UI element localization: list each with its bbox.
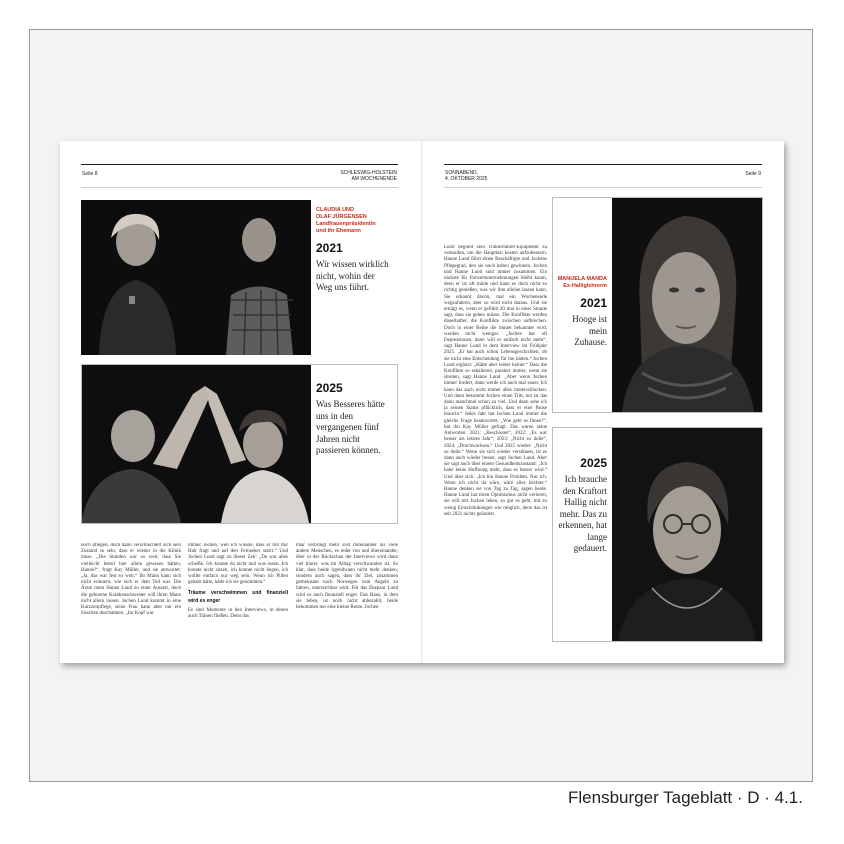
manuela-year-2025: 2025 [580, 456, 607, 470]
manuela-2021-image [612, 198, 762, 412]
right-date [445, 170, 487, 182]
manuela-2021-textbox [553, 198, 611, 412]
left-column-3: Paar verbringt mehr Zeit miteinander als viele andere Menschen, es redet von und übereinander, über in der Rückschau der Interviews wird dann viel klarer, was im Alltag verschwunden ist. So klar, dass beide irgendwann nicht mehr denken, sondern auch sagen, dass ihr Ziel, zusammen gemeinsam nach Norwegen zum Angeln zu fahren, unerreichbar wird. Für das Ehepaar Lund wird es auch finanziell enger. Das Haus, in dem sie leben, ist noch nicht abbezahlt, beide bekommen nur eine kleine Rente. Jochen [296, 543, 398, 611]
publication-caption: Flensburger Tageblatt · D · 4.1. [568, 788, 803, 807]
manuela-quote-2025: Ich brauche den Kraftort Hallig nicht mehr. Das zu erkennen, hat lange gedauert. [558, 474, 607, 553]
left-section-title [300, 170, 397, 182]
manuela-photo-2025 [612, 428, 762, 641]
names-line-1: CLAUDIA UND [316, 207, 354, 213]
left-column-2-text: immer Jochen, weil ich wusste, dass er mit mir Halt fragt und auf den Fernseher starrt.“ Und Jochen Lund sagt zu dieser Zeit: „Da war alles scheiße. Ich konnte da nicht mal was essen. Ich konnte nicht sitzen, ich konnte nicht liegen, ich wollte einfach nur weg sein. Wenn ich Pillen gehabt hätte, hätte ich sie genommen.“ [188, 543, 288, 586]
manuela-2025-textbox [553, 428, 611, 641]
caption-bar [29, 781, 813, 813]
left-column-1: noch pflegen, doch dann verschlechtert sich sein Zustand so sehr, dass er wieder in die Klinik muss. „Die Stunden war so weit, dass Sie vielleicht bereit hier allein gewesen hätten, Hanne?“, fragt Kay Müller, und sie antwortet: „Ja, das war fest so weit.“ Ihr Mann kann sich nicht erinnern, wie sich er dem Tod war. Die Ärzte raten Hanne Lund zu einer Auszeit, doch die geborene Krankenschwester will ihren Mann nicht allein lassen. Jochen Lund kommt in eine Kurzzeitpflege, seine Frau kann aber nur ein bisschen durchatmen. „Im Kopf war [81, 543, 181, 617]
manuela-photo-2021 [612, 198, 762, 412]
manuela-year-2021: 2021 [580, 296, 607, 310]
right-page-number: Seite 9 [745, 171, 761, 177]
section-line-2: AM WOCHENENDE [351, 176, 397, 182]
section-line-1: SCHLESWIG-HOLSTEIN [340, 170, 397, 176]
couple-photo-2021 [81, 200, 311, 355]
year-2025-label: 2025 [316, 381, 343, 395]
couple-2021-image [81, 200, 311, 355]
left-column-2 [188, 543, 288, 661]
manuela-quote-2021: Hooge ist mein Zuhause. [572, 314, 607, 347]
couple-2021-textbox [311, 200, 397, 355]
year-2021-label: 2021 [316, 241, 343, 255]
manuela-2025-image [612, 428, 762, 641]
names-line-3: Landfrauenpräsidentin [316, 221, 376, 227]
photo-2025-border [81, 364, 398, 524]
left-column-2-tail: Es sind Momente in den Interviews, in denen auch Tränen fließen. Denn das [188, 607, 288, 620]
page-gutter [421, 141, 423, 663]
quote-2025: Was Besseres hätte uns in den vergangenen fünf Jahren nicht passieren können. [316, 399, 385, 455]
manuela-role: Ex-Halliglehrerin [563, 283, 607, 289]
names-line-2: OLAF JÜRGENSEN [316, 214, 367, 220]
right-column-1: Lund beginnt sein Traktorfahrer-Equipment zu verkaufen, um die Hauptlast kosten aufzubessern. Hanne Lund führt einen Beschäftigte und Jochens Pflegegrad, den sie noch haben gewinnen. Jochen und Hanne Lund sind immer zusammen. Ein nächste für Freizeitunternehmungen bleibt kaum, denn er ist oft müde und kann es doch nicht so richtig genießen, was wir ihm alleine lassen kann. Sie erkannt davon, mal ein Wochenende wegzufahren, aber so wird nicht daraus. Und sie erträgt es, wenn er gefühlt 20 mal in einer Stunde sagt, dass sie gehen müsse. Die Konflikte werden dauerhafter, die Konflikte zwischen aufbrechen. Doch in einer Reihe die immer bekannter wird, werden nicht weniger. „Jochen hat oft Depressionen, dann will er einfach nicht mehr“, sagt Hanne Lund in dem Interview im Frühjahr 2025. „Er hat auch schon Lebensgeschichten, ob sie nicht eine Entscheidung für ihn hätten.“ Jochen Lund ergänzt: „Hätte aber leider keiner.“ Dass die Konflikte so eskalieren, passiert immer, wenn sie streiten, sagt Hanne Lund. „Aber wenn Jochen immer fordert, dann werde ich auch mal sauer. Ich kann das auch nicht immer alles runterschlucken. Und dann bekommt Jochen einen Tritt, nur ist das dann manchmal schon zu viel. Und dann sehe ich ja seinen Status pflücklich, dass er eine Pause braucht.“ Jedes Jahr hat Jochen Lund immer die gleiche Frage beantwortet: „Wie geht es Ihnen?“, hat ihn Kay Müller gefragt. Das waren seine Antworten: 2021: „Beschissen“, 2022: „Es war besser als letztes Jahr“, 2023: „Nicht so dolle“, 2024: „Durchwachsen.“ Und 2025 wieder: „Nicht so dolle.“ Wenn sie sich wieder versöhnen, ist es dann auch wieder besser, sagt Jochen Lund. Aber sie sagt auch über einem Gesundheitszustand: „Ich habe keine Hoffnung mehr, dass es besser wird.“ Und über sich: „Ich bin Hanne Problem. Nur ich. Wenn ich nicht da wäre, wäre alles leichter.“ Hanne denken sie von Tag zu Tag, sagen beide. Hanne Lund hat ihren Optimismus nicht verloren, sie will mit Jochen leben, so gut es geht, mit so wenig Einschränkungen wie möglich, denn das ist seit 2021 nichts geändert. [444, 245, 547, 517]
left-header-underline [81, 187, 398, 188]
manuela-name: MANUELA MANDA [557, 276, 607, 282]
left-page-number: Seite 8 [82, 171, 98, 177]
right-header-underline [444, 187, 762, 188]
date-line-2: 4. OKTOBER 2025 [445, 176, 488, 182]
newspaper-spread [60, 141, 784, 663]
subheading-dreams: Träume verschwimmen und finanziell wird es enger [188, 590, 288, 604]
right-header-rule [444, 164, 762, 165]
date-line-1: SONNABEND, [445, 170, 479, 176]
names-line-4: und ihr Ehemann [316, 228, 361, 234]
quote-2021: Wir wissen wirklich nicht, wohin der Weg uns führt. [316, 259, 389, 292]
left-header-rule [81, 164, 398, 165]
